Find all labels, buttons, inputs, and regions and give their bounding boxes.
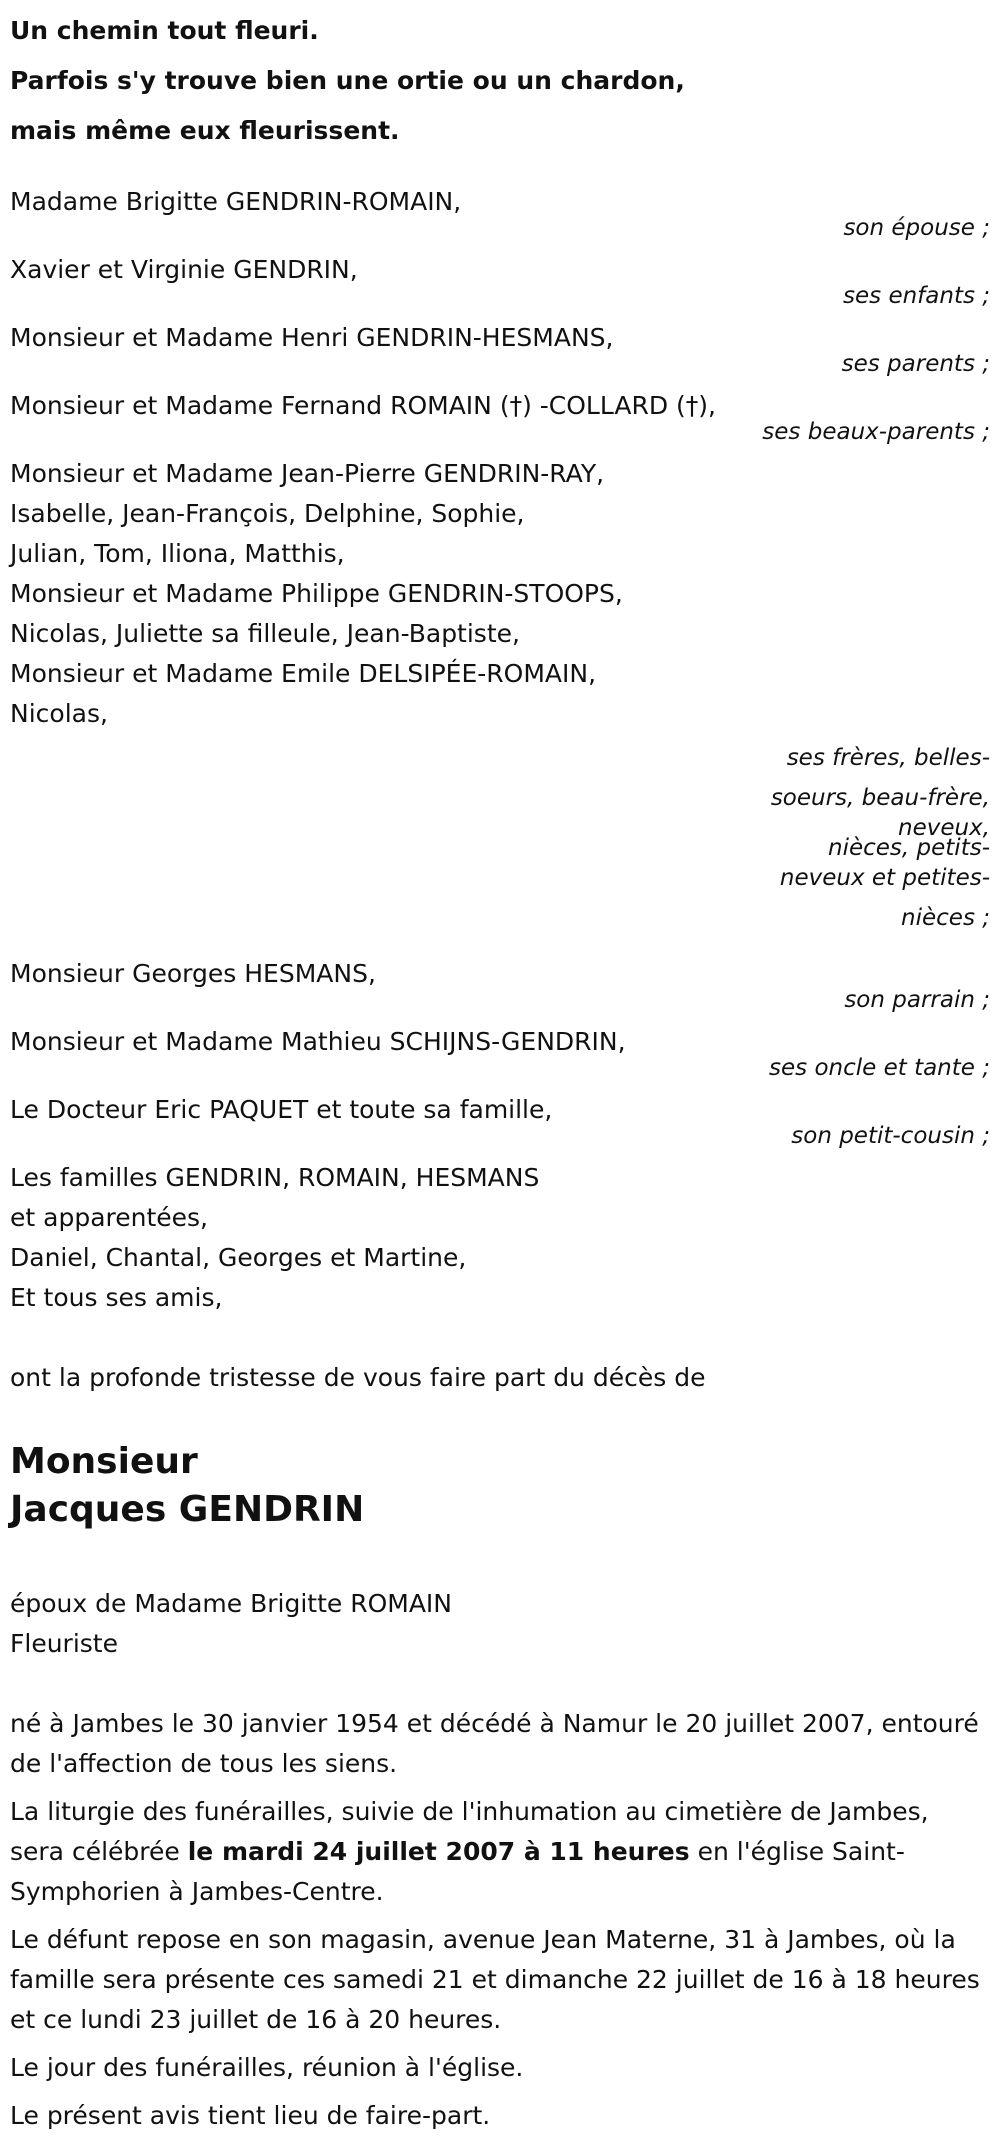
family-role: ses parents ; [841,351,990,377]
liturgy-place: en l'église Saint-Symphorien à Jambes-Centre. [10,1837,905,1906]
family-names: Monsieur et Madame Mathieu SCHIJNS-GENDRIN, [10,1027,626,1056]
closing-line: Et tous ses amis, [10,1283,223,1312]
family-entry [10,250,1000,308]
family-names: Madame Brigitte GENDRIN-ROMAIN, [10,187,462,216]
closing-line: Les familles GENDRIN, ROMAIN, HESMANS [10,1163,540,1192]
liturgy-text: La liturgie des funérailles, suivie de l'inhumation au cimetière de Jambes, sera célébrée [10,1797,929,1866]
family-entry [10,1090,1000,1148]
role-line: neveux et petites- [779,865,990,891]
role-line: neveux, [898,815,990,841]
spouse-line: époux de Madame Brigitte ROMAIN [10,1589,453,1618]
closing-list [10,1158,1000,1318]
family-names: Monsieur et Madame Henri GENDRIN-HESMANS, [10,323,614,352]
family-list [10,182,1000,1318]
reunion-paragraph: Le jour des funérailles, réunion à l'église. [10,2053,524,2082]
family-names: Nicolas, Juliette sa filleule, Jean-Baptiste, [10,619,520,648]
family-entry [10,954,1000,1012]
birth-death-paragraph: né à Jambes le 30 janvier 1954 et décédé à Namur le 20 juillet 2007, entouré de l'affection de tous les siens. [10,1709,979,1778]
role-line: ses frères, belles- [786,745,990,771]
role-line: soeurs, beau-frère, [770,785,990,811]
family-role: ses beaux-parents ; [762,419,990,445]
family-names: Monsieur Georges HESMANS, [10,959,376,988]
role-line: nièces, petits- [828,835,990,861]
profession-line: Fleuriste [10,1629,118,1658]
family-entry [10,1022,1000,1080]
deceased-fullname: Jacques GENDRIN [10,1489,365,1530]
family-names: Isabelle, Jean-François, Delphine, Sophie, [10,499,525,528]
family-role: son parrain ; [844,987,990,1013]
family-names: Monsieur et Madame Fernand ROMAIN (†) -COLLARD (†), [10,391,716,420]
closing-line: et apparentées, [10,1203,208,1232]
family-role: ses enfants ; [843,283,990,309]
poem-line: Un chemin tout fleuri. [10,16,319,45]
closing-line: Daniel, Chantal, Georges et Martine, [10,1243,467,1272]
notice-paragraph: Le présent avis tient lieu de faire-part. [10,2101,491,2130]
rest-paragraph: Le défunt repose en son magasin, avenue Jean Materne, 31 à Jambes, où la famille sera présente ces samedi 21 et dimanche 22 juillet de 16 à 18 heures et ce lundi 23 juillet de 16 à 20 heures. [10,1925,980,2034]
family-role [10,738,1000,938]
poem-line: Parfois s'y trouve bien une ortie ou un chardon, [10,66,685,95]
family-names: Xavier et Virginie GENDRIN, [10,255,358,284]
siblings-entry [10,454,1000,938]
deceased-info [10,1584,1000,1664]
family-entry [10,318,1000,376]
family-role: ses oncle et tante ; [769,1055,990,1081]
family-role: son petit-cousin ; [791,1123,990,1149]
family-names: Nicolas, [10,699,108,728]
deceased-name [10,1438,1000,1534]
deceased-title: Monsieur [10,1441,198,1482]
role-line: nièces ; [901,905,990,931]
family-names: Julian, Tom, Iliona, Matthis, [10,539,345,568]
details [10,1704,1000,2136]
family-entry [10,386,1000,444]
announcement: ont la profonde tristesse de vous faire part du décès de [10,1363,706,1392]
family-entry [10,182,1000,240]
poem-line: mais même eux fleurissent. [10,116,400,145]
family-names: Monsieur et Madame Jean-Pierre GENDRIN-RAY, [10,459,605,488]
liturgy-paragraph [10,1792,990,1912]
family-names: Monsieur et Madame Philippe GENDRIN-STOOPS, [10,579,623,608]
family-names: Monsieur et Madame Emile DELSIPÉE-ROMAIN, [10,659,597,688]
liturgy-date: le mardi 24 juillet 2007 à 11 heures [187,1837,690,1866]
family-names: Le Docteur Eric PAQUET et toute sa famille, [10,1095,553,1124]
poem [10,0,1000,156]
family-role: son épouse ; [843,215,990,241]
